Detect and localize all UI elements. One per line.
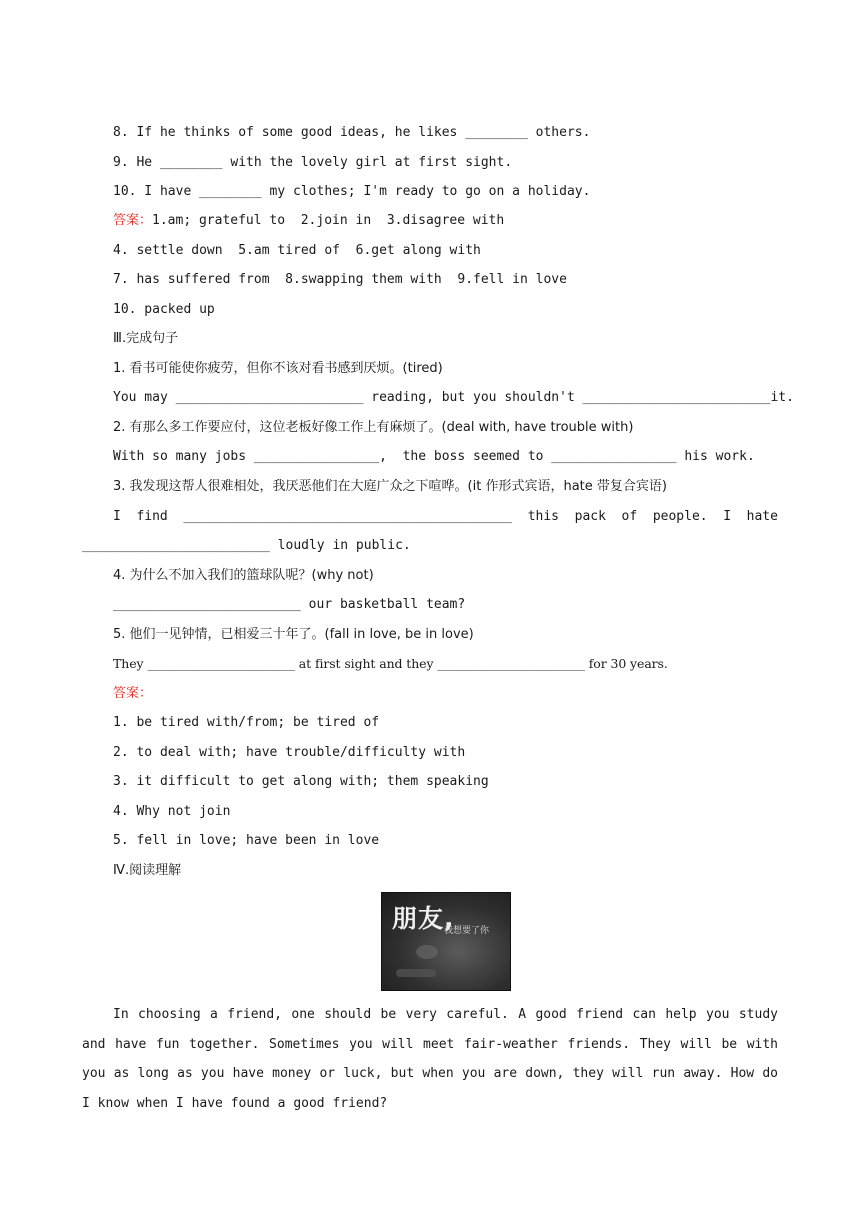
- answer-label-3: 答案：: [113, 686, 153, 701]
- s3-q5-chinese: 5. 他们一见钟情，已相爱三十年了。(fall in love, be in love): [113, 627, 474, 642]
- answer-text: 1.am; grateful to 2.join in 3.disagree with: [152, 213, 505, 228]
- s3-q1-chinese: 1. 看书可能使你疲劳，但你不该对看书感到厌烦。(tired): [113, 361, 443, 376]
- s3-q2-english: With so many jobs ________________, the boss seemed to ________________ his work.: [113, 449, 755, 464]
- image-texture: [396, 969, 436, 977]
- s3-answer-2: 2. to deal with; have trouble/difficulty with: [113, 745, 466, 760]
- answer-block-2-line-3: 7. has suffered from 8.swapping them with 9.fell in love: [113, 272, 567, 287]
- s3-q3-english-cont: ________________________ loudly in public.: [82, 538, 411, 553]
- question-8: 8. If he thinks of some good ideas, he likes ________ others.: [113, 125, 591, 140]
- s3-answer-4: 4. Why not join: [113, 804, 231, 819]
- q3-blank: __________________________________________: [183, 509, 513, 524]
- section-4-heading: Ⅳ.阅读理解: [113, 863, 182, 878]
- answer-block-2-line-2: 4. settle down 5.am tired of 6.get along with: [113, 243, 481, 258]
- s3-q3-chinese: 3. 我发现这帮人很难相处，我厌恶他们在大庭广众之下喧哗。(it 作形式宾语，hate 带复合宾语): [113, 479, 667, 494]
- image-texture: [416, 945, 438, 959]
- q3-word: of: [621, 509, 638, 524]
- s3-answer-1: 1. be tired with/from; be tired of: [113, 715, 380, 730]
- q3-word: people.: [652, 509, 708, 524]
- q3-word: pack: [574, 509, 606, 524]
- image-caption-small: 我想要了你: [444, 926, 490, 936]
- friends-illustration-image: [381, 892, 511, 991]
- question-9: 9. He ________ with the lovely girl at first sight.: [113, 155, 513, 170]
- q3-word: hate: [746, 509, 778, 524]
- s3-answer-3: 3. it difficult to get along with; them speaking: [113, 774, 489, 789]
- s3-q2-chinese: 2. 有那么多工作要应付，这位老板好像工作上有麻烦了。(deal with, have trouble with): [113, 420, 634, 435]
- s3-answer-5: 5. fell in love; have been in love: [113, 833, 380, 848]
- question-10: 10. I have ________ my clothes; I'm ready to go on a holiday.: [113, 184, 591, 199]
- s3-q1-english: You may ________________________ reading, but you shouldn't ________________________it.: [113, 390, 794, 405]
- q3-word: this: [527, 509, 560, 524]
- answer-block-2-line-4: 10. packed up: [113, 302, 215, 317]
- q3-word: I: [113, 509, 121, 524]
- image-caption-big: 朋友,: [392, 904, 455, 933]
- q3-word: I: [723, 509, 732, 524]
- s3-q3-english: [113, 508, 778, 526]
- reading-paragraph: In choosing a friend, one should be very careful. A good friend can help you study and have fun together. Sometimes you will meet fair-weather friends. They will be with you as long as you have money or luck, but when you are down, they will run away. How do I know when I have found a good friend?: [82, 1007, 778, 1112]
- s3-q4-chinese: 4. 为什么不加入我们的篮球队呢？(why not): [113, 568, 374, 583]
- s3-q4-english: ________________________ our basketball team?: [113, 597, 466, 612]
- q3-word: find: [136, 509, 168, 524]
- s3-q5-english: They ________________________ at first sight and they ________________________ for 30 years.: [113, 656, 668, 671]
- answer-block-2-line-1: [113, 212, 504, 230]
- section-3-heading: Ⅲ.完成句子: [113, 331, 179, 346]
- answer-label: 答案：: [113, 213, 153, 228]
